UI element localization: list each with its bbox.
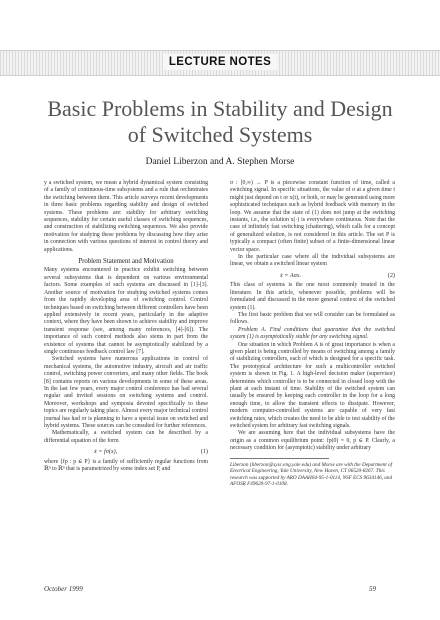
equation-number: (1) xyxy=(200,448,208,456)
title-line-1: Basic Problems in Stability and Design xyxy=(47,96,393,121)
page-number: 59 xyxy=(369,585,376,593)
equation-body: ẋ = fσ(x), xyxy=(94,448,118,456)
body-paragraph: In the particular case where all the individual subsystems are linear, we obtain a switched linear system xyxy=(230,254,395,268)
intro-paragraph: y a switched system, we mean a hybrid dynamical system consisting of a family of continuous-time subsystems and a rule that orchestrates the switching between them. This article surveys recent developments in three basic problems regarding stability and design of switched systems. These problems are: stability for arbitrary switching sequences, stability for certain useful classes of switching sequences, and construction of stabilizing switching sequences. We also provide motivation for studying these problems by discussing how they arise in connection with various questions of interest in control theory and applications. xyxy=(44,180,208,253)
authors: Daniel Liberzon and A. Stephen Morse xyxy=(145,157,295,167)
equation-body: ẋ = Aσx. xyxy=(280,271,302,279)
problem-statement: Problem A. Find conditions that guarantee that the switched system (1) is asymptotically stable for any switching signal. xyxy=(230,326,395,341)
section-label: LECTURE NOTES xyxy=(163,54,277,70)
paper-title xyxy=(0,96,440,148)
body-paragraph: The first basic problem that we will consider can be formulated as follows. xyxy=(230,311,395,326)
author-footnote: Liberzon (liberzon@sysc.eng.yale.edu) and Morse are with the Department of Electrical Engineering, Yale University, New Haven, CT 06520-8267. This research was supported by ARO DAAH04-95-1-0114, NSF ECS 9634146, and AFOSR F49620-97-1-0108. xyxy=(230,461,393,488)
body-paragraph: We are assuming here that the individual subsystems have the origin as a common equilibrium point: fp(0) = 0, p ∈ P. Clearly, a necessary condition for (asymptotic) stability under arbitrary xyxy=(230,430,395,452)
body-paragraph: σ : [0,∞) → P is a piecewise constant function of time, called a switching signal. In specific situations, the value of σ at a given time t might just depend on t or x(t), or both, or may be generated using more sophisticated techniques such as hybrid feedback with memory in the loop. We assume that the state of (1) does not jump at the switching instants, i.e., the solution x(·) is everywhere continuous. Note that the case of infinitely fast switching (chattering), which calls for a concept of generalized solution, is not considered in this article. The set P is typically a compact (often finite) subset of a finite-dimensional linear vector space. xyxy=(230,180,395,253)
equation-1 xyxy=(44,448,208,455)
issue-date: October 1999 xyxy=(44,585,83,593)
body-paragraph: Mathematically, a switched system can be described by a differential equation of the form xyxy=(44,430,208,444)
header-banner xyxy=(0,50,440,76)
title-line-2: of Switched Systems xyxy=(127,122,313,147)
body-paragraph: This class of systems is the one most commonly treated in the literature. In this article, whenever possible, problems will be formulated and discussed in the more general context of the switched system (1). xyxy=(230,282,395,311)
equation-2 xyxy=(230,272,395,279)
body-paragraph: where {fp : p ∈ P} is a family of sufficiently regular functions from ℝⁿ to ℝⁿ that is parametrized by some index set P, and xyxy=(44,458,208,473)
footnote-rule xyxy=(230,458,329,459)
body-paragraph: Many systems encountered in practice exhibit switching between several subsystems that is dependent on various environmental factors. Some examples of such systems are discussed in [1]-[3]. Another source of motivation for studying switched systems comes from the rapidly developing area of switching control. Control techniques based on switching between different controllers have been applied extensively in recent years, particularly in the adaptive context, where they have been shown to achieve stability and improve transient response (see, among many references, [4]-[6]). The importance of such control methods also stems in part from the existence of systems that cannot be asymptotically stabilized by a single continuous feedback control law [7]. xyxy=(44,267,208,355)
column-left xyxy=(44,180,208,473)
body-paragraph: Switched systems have numerous applications in control of mechanical systems, the automotive industry, aircraft and air traffic control, switching power converters, and many other fields. The book [8] contains reports on various developments in some of these areas. In the last few years, every major control conference has had several regular and invited sessions on switching systems and control. Moreover, workshops and symposia devoted specifically to these topics are regularly taking place. Almost every major technical control journal has had or is planning to have a special issue on switched and hybrid systems. These sources can be consulted for further references. xyxy=(44,356,208,429)
body-paragraph: One situation in which Problem A is of great importance is when a given plant is being controlled by means of switching among a family of stabilizing controllers, each of which is designed for a specific task. The prototypical architecture for such a multicontroller switched system is shown in Fig. 1. A high-level decision maker (supervisor) determines which controller is to be connected in closed loop with the plant at each instant of time. Stability of the switched system can usually be ensured by keeping each controller in the loop for a long enough time, to allow the transient effects to dissipate. However, modern computer-controlled systems are capable of very fast switching rates, which creates the need to be able to test stability of the switched system for arbitrary fast switching signals. xyxy=(230,341,395,429)
equation-number: (2) xyxy=(387,271,395,279)
section-heading: Problem Statement and Motivation xyxy=(78,258,174,266)
column-right xyxy=(230,180,395,488)
